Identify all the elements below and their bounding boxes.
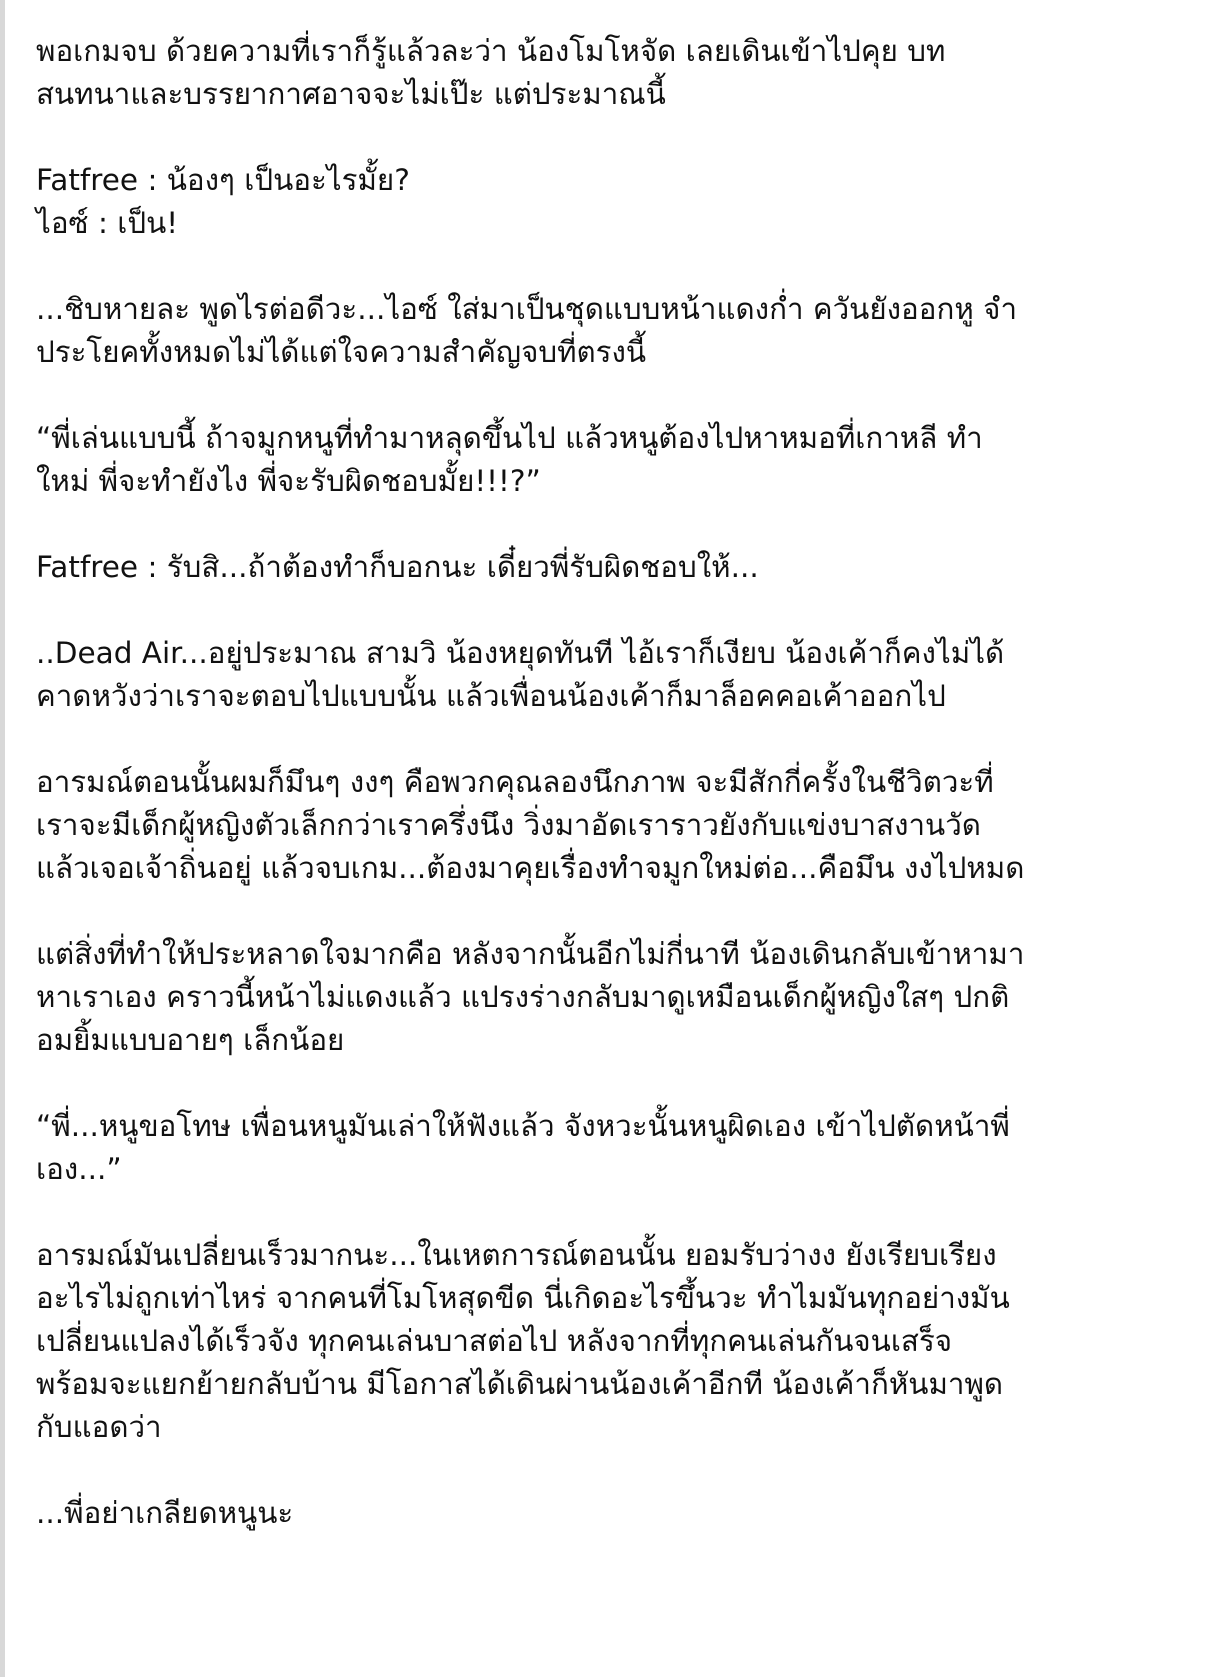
text-line: ...พี่อย่าเกลียดหนูนะ	[36, 1496, 294, 1530]
paragraph-mood	[36, 761, 1196, 890]
text-line: อมยิ้มแบบอายๆ เล็กน้อย	[36, 1023, 345, 1057]
text-line: แล้วเจอเจ้าถิ่นอยู่ แล้วจบเกม...ต้องมาคุยเรื่องทำจมูกใหม่ต่อ...คือมึน งงไปหมด	[36, 851, 1025, 885]
paragraph-reaction	[36, 288, 1196, 374]
paragraph-quote-2	[36, 1105, 1196, 1191]
text-line: ไอซ์ : เป็น!	[36, 206, 179, 240]
text-line: เราจะมีเด็กผู้หญิงตัวเล็กกว่าเราครึ่งนึง วิ่งมาอัดเราราวยังกับแข่งบาสงานวัด	[36, 808, 981, 842]
paragraph-surprise	[36, 933, 1196, 1062]
post-body	[36, 30, 1196, 1535]
text-line: พร้อมจะแยกย้ายกลับบ้าน มีโอกาสได้เดินผ่านน้องเค้าอีกที น้องเค้าก็หันมาพูด	[36, 1367, 1004, 1401]
text-line: ..Dead Air...อยู่ประมาณ สามวิ น้องหยุดทันที ไอ้เราก็เงียบ น้องเค้าก็คงไม่ได้	[36, 636, 1005, 670]
text-line: สนทนาและบรรยากาศอาจจะไม่เป๊ะ แต่ประมาณนี้	[36, 77, 666, 111]
text-line: “พี่...หนูขอโทษ เพื่อนหนูมันเล่าให้ฟังแล้ว จังหวะนั้นหนูผิดเอง เข้าไปตัดหน้าพี่	[36, 1109, 1010, 1143]
paragraph-dead-air	[36, 632, 1196, 718]
text-line: อารมณ์ตอนนั้นผมก็มึนๆ งงๆ คือพวกคุณลองนึกภาพ จะมีสักกี่ครั้งในชีวิตวะที่	[36, 765, 994, 799]
text-line: Fatfree : น้องๆ เป็นอะไรมั้ย?	[36, 163, 410, 197]
text-line: ใหม่ พี่จะทำยังไง พี่จะรับผิดชอบมั้ย!!!?”	[36, 464, 541, 498]
text-line: อารมณ์มันเปลี่ยนเร็วมากนะ...ในเหตการณ์ตอนนั้น ยอมรับว่างง ยังเรียบเรียง	[36, 1238, 997, 1272]
text-line: “พี่เล่นแบบนี้ ถ้าจมูกหนูที่ทำมาหลุดขึ้นไป แล้วหนูต้องไปหาหมอที่เกาหลี ทำ	[36, 421, 983, 455]
paragraph-dialogue-1	[36, 159, 1196, 245]
paragraph-closing	[36, 1492, 1196, 1535]
left-border-rule	[0, 0, 5, 1677]
text-line: อะไรไม่ถูกเท่าไหร่ จากคนที่โมโหสุดขีด นี่เกิดอะไรขึ้นวะ ทำไมมันทุกอย่างมัน	[36, 1281, 1010, 1315]
text-line: Fatfree : รับสิ...ถ้าต้องทำก็บอกนะ เดี๋ยวพี่รับผิดชอบให้...	[36, 550, 759, 584]
text-line: กับแอดว่า	[36, 1410, 162, 1444]
text-line: เอง...”	[36, 1152, 122, 1186]
paragraph-reflection	[36, 1234, 1196, 1449]
paragraph-intro	[36, 30, 1196, 116]
text-line: เปลี่ยนแปลงได้เร็วจัง ทุกคนเล่นบาสต่อไป หลังจากที่ทุกคนเล่นกันจนเสร็จ	[36, 1324, 953, 1358]
text-line: ...ชิบหายละ พูดไรต่อดีวะ...ไอซ์ ใส่มาเป็นชุดแบบหน้าแดงก่ำ ควันยังออกหู จำ	[36, 292, 1018, 326]
paragraph-quote-1	[36, 417, 1196, 503]
text-line: แต่สิ่งที่ทำให้ประหลาดใจมากคือ หลังจากนั้นอีกไม่กี่นาที น้องเดินกลับเข้าหามา	[36, 937, 1025, 971]
paragraph-dialogue-2	[36, 546, 1196, 589]
text-line: หาเราเอง คราวนี้หน้าไม่แดงแล้ว แปรงร่างกลับมาดูเหมือนเด็กผู้หญิงใสๆ ปกติ	[36, 980, 1010, 1014]
text-line: พอเกมจบ ด้วยความที่เราก็รู้แล้วละว่า น้องโมโหจัด เลยเดินเข้าไปคุย บท	[36, 34, 946, 68]
text-line: คาดหวังว่าเราจะตอบไปแบบนั้น แล้วเพื่อนน้องเค้าก็มาล็อคคอเค้าออกไป	[36, 679, 946, 713]
text-line: ประโยคทั้งหมดไม่ได้แต่ใจความสำคัญจบที่ตรงนี้	[36, 335, 647, 369]
